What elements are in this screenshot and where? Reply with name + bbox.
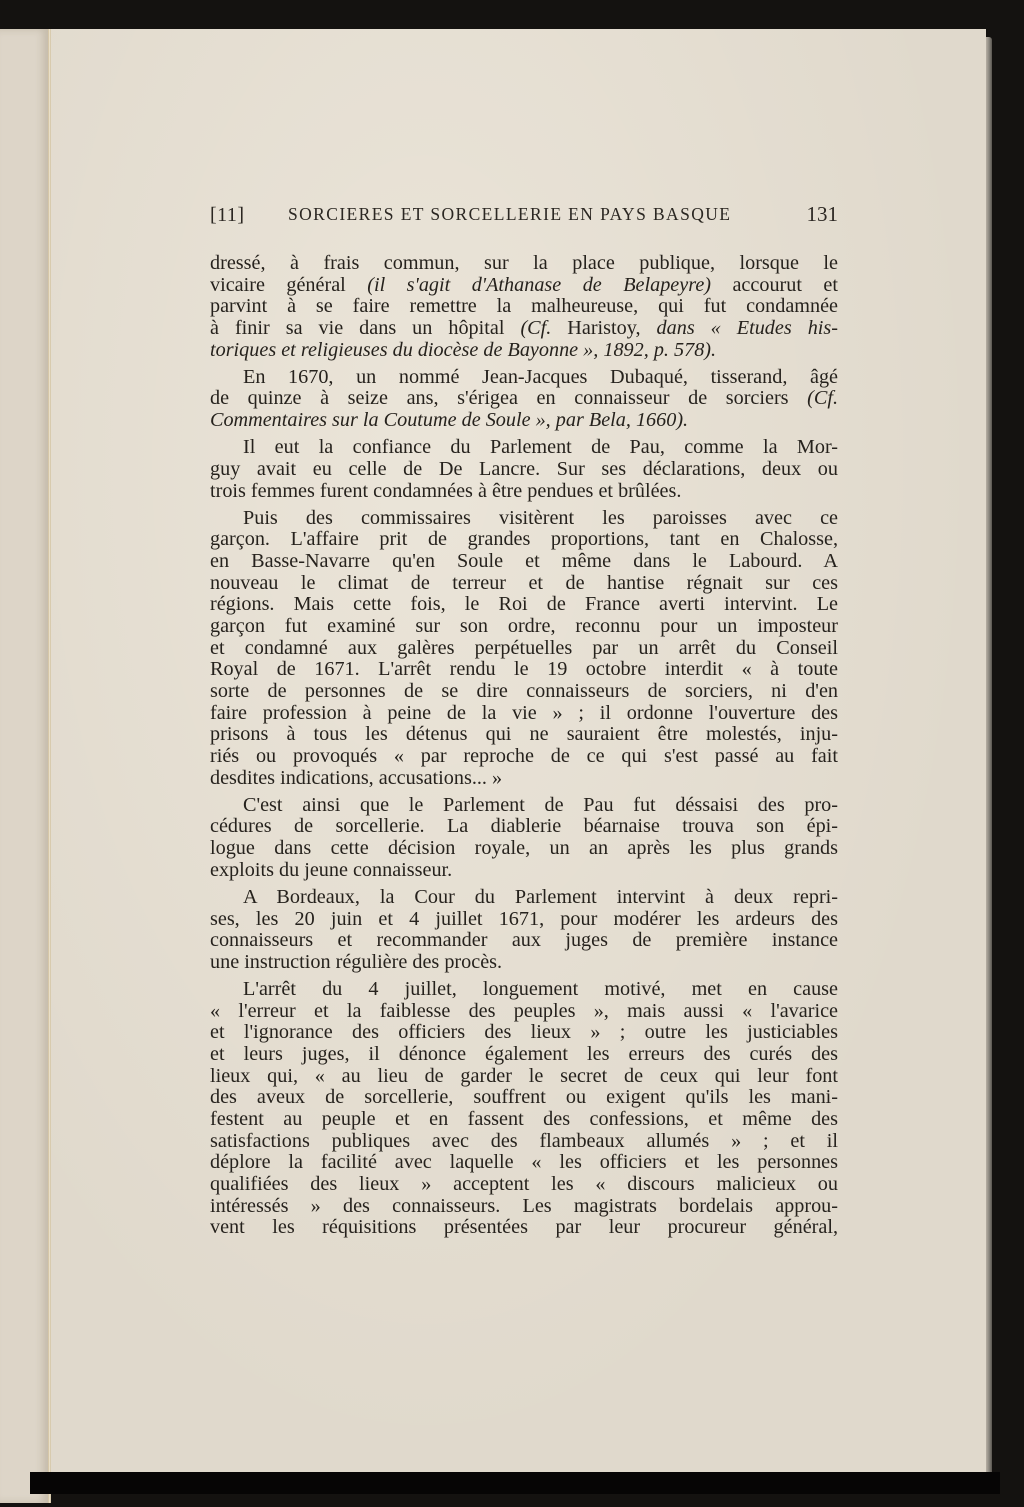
text-run: trois femmes furent condamnées à être pendues et brûlées.: [210, 479, 682, 502]
running-title: SORCIERES ET SORCELLERIE EN PAYS BASQUE: [288, 204, 732, 224]
text-run: parvint à se faire remettre la malheureuse, qui fut condamnée: [210, 295, 838, 318]
text-run: une instruction régulière des procès.: [210, 950, 503, 973]
text-run: déplore la facilité avec laquelle « les officiers et les personnes: [210, 1151, 838, 1174]
paragraph: [210, 508, 838, 790]
text-line: [210, 594, 838, 616]
text-line: [210, 1131, 838, 1153]
text-line: [210, 746, 838, 768]
italic-citation: (Cf.: [520, 316, 552, 339]
text-run: des aveux de sorcellerie, souffrent ou exigent qu'ils les mani-: [210, 1086, 838, 1109]
running-head: [210, 200, 838, 230]
text-run: nouveau le climat de terreur et de hantise régnait sur ces: [210, 571, 838, 594]
paragraph: [210, 367, 838, 432]
text-line: [210, 638, 838, 660]
text-line: [210, 410, 838, 432]
text-line: [210, 1217, 838, 1239]
text-run: de quinze à seize ans, s'érigea en connaisseur de sorciers: [210, 387, 808, 410]
text-line: [210, 795, 838, 817]
text-run: exploits du jeune connaisseur.: [210, 858, 453, 881]
text-line: [210, 952, 838, 974]
text-run: A Bordeaux, la Cour du Parlement intervint à deux repri-: [243, 885, 838, 908]
text-line: [210, 1022, 838, 1044]
text-line: [210, 930, 838, 952]
text-line: [210, 1066, 838, 1088]
text-run: garçon fut examiné sur son ordre, reconnu pour un imposteur: [210, 615, 838, 637]
text-run: vicaire général: [210, 273, 368, 296]
italic-citation: Commentaires sur la Coutume de Soule », par Bela, 1660).: [210, 409, 689, 432]
text-line: [210, 1109, 838, 1131]
text-run: riés ou provoqués « par reproche de ce qui s'est passé au fait: [210, 744, 838, 767]
text-run: ses, les 20 juin et 4 juillet 1671, pour modérer les ardeurs des: [210, 907, 838, 930]
facing-page-edge: [0, 29, 49, 1503]
text-line: [210, 979, 838, 1001]
text-run: dressé, à frais commun, sur la place publique, lorsque le: [210, 252, 838, 274]
text-line: [210, 573, 838, 595]
text-run: En 1670, un nommé Jean-Jacques Dubaqué, tisserand, âgé: [243, 365, 838, 388]
text-run: garçon. L'affaire prit de grandes proportions, tant en Chalosse,: [210, 528, 838, 551]
text-line: [210, 887, 838, 909]
text-run: « l'erreur et la faiblesse des peuples », mais aussi « l'avarice: [210, 999, 838, 1022]
text-run: festent au peuple et en fassent des confessions, et même des: [210, 1107, 838, 1130]
text-line: [210, 481, 838, 503]
text-run: accourut et: [711, 273, 838, 296]
chapter-marker: [11]: [210, 204, 245, 226]
paragraph: [210, 437, 838, 502]
text-line: [210, 340, 838, 362]
text-run: prisons à tous les détenus qui ne sauraient être molestés, inju-: [210, 723, 838, 746]
text-line: [210, 1087, 838, 1109]
text-line: [210, 459, 838, 481]
text-line: [210, 1196, 838, 1218]
text-line: [210, 909, 838, 931]
text-run: Royal de 1671. L'arrêt rendu le 19 octobre interdit « à toute: [210, 658, 838, 681]
text-line: [210, 437, 838, 459]
text-run: cédures de sorcellerie. La diablerie béarnaise trouva son épi-: [210, 815, 838, 838]
text-line: [210, 388, 838, 410]
text-line: [210, 659, 838, 681]
text-run: et condamné aux galères perpétuelles par un arrêt du Conseil: [210, 636, 838, 659]
text-run: C'est ainsi que le Parlement de Pau fut déssaisi des pro-: [243, 793, 838, 816]
text-line: [210, 296, 838, 318]
text-run: Puis des commissaires visitèrent les paroisses avec ce: [243, 506, 838, 529]
text-run: lieux qui, « au lieu de garder le secret de ceux qui leur font: [210, 1064, 838, 1087]
paragraph: [210, 795, 838, 882]
text-line: [210, 1152, 838, 1174]
text-line: [210, 838, 838, 860]
body-text: [210, 253, 838, 1244]
text-line: [210, 681, 838, 703]
page-number: 131: [806, 202, 838, 226]
paragraph: [210, 979, 838, 1239]
text-run: Haristoy,: [551, 316, 657, 339]
text-line: [210, 275, 838, 297]
paragraph: [210, 887, 838, 974]
text-run: L'arrêt du 4 juillet, longuement motivé, met en cause: [243, 978, 838, 1000]
italic-citation: (Cf.: [807, 387, 838, 410]
text-line: [210, 816, 838, 838]
text-run: et l'ignorance des officiers des lieux » ; outre les justiciables: [210, 1021, 838, 1044]
text-run: sorte de personnes de se dire connaisseurs de sorciers, ni d'en: [210, 679, 838, 702]
text-line: [210, 318, 838, 340]
text-line: [210, 551, 838, 573]
text-line: [210, 1001, 838, 1023]
italic-citation: toriques et religieuses du diocèse de Bayonne », 1892, p. 578).: [210, 338, 717, 361]
text-line: [210, 703, 838, 725]
text-line: [210, 616, 838, 638]
paragraph: [210, 253, 838, 361]
text-line: [210, 1044, 838, 1066]
text-run: connaisseurs et recommander aux juges de première instance: [210, 929, 838, 952]
text-run: faire profession à peine de la vie » ; il ordonne l'ouverture des: [210, 701, 838, 724]
text-line: [210, 1174, 838, 1196]
text-line: [210, 768, 838, 790]
text-run: guy avait eu celle de De Lancre. Sur ses déclarations, deux ou: [210, 457, 838, 480]
text-run: vent les réquisitions présentées par leur procureur général,: [210, 1216, 838, 1239]
text-run: à finir sa vie dans un hôpital: [210, 316, 521, 339]
text-line: [210, 860, 838, 882]
text-line: [210, 724, 838, 746]
text-run: qualifiées des lieux » acceptent les « discours malicieux ou: [210, 1172, 838, 1195]
text-line: [210, 367, 838, 389]
text-run: logue dans cette décision royale, un an après les plus grands: [210, 837, 838, 860]
text-run: desdites indications, accusations... »: [210, 766, 503, 789]
text-run: régions. Mais cette fois, le Roi de France averti intervint. Le: [210, 593, 838, 616]
text-line: [210, 253, 838, 275]
text-line: [210, 508, 838, 530]
page-shadow: [30, 1472, 1000, 1494]
italic-citation: dans « Etudes his-: [656, 316, 838, 339]
text-run: intéressés » des connaisseurs. Les magistrats bordelais approu-: [210, 1194, 838, 1217]
page-fore-edge: [986, 37, 992, 1475]
text-line: [210, 529, 838, 551]
italic-citation: (il s'agit d'Athanase de Belapeyre): [367, 273, 712, 296]
text-run: satisfactions publiques avec des flambeaux allumés » ; et il: [210, 1129, 838, 1152]
text-run: et leurs juges, il dénonce également les erreurs des curés des: [210, 1042, 838, 1065]
text-run: Il eut la confiance du Parlement de Pau, comme la Mor-: [243, 436, 838, 459]
text-run: en Basse-Navarre qu'en Soule et même dans le Labourd. A: [210, 550, 838, 573]
